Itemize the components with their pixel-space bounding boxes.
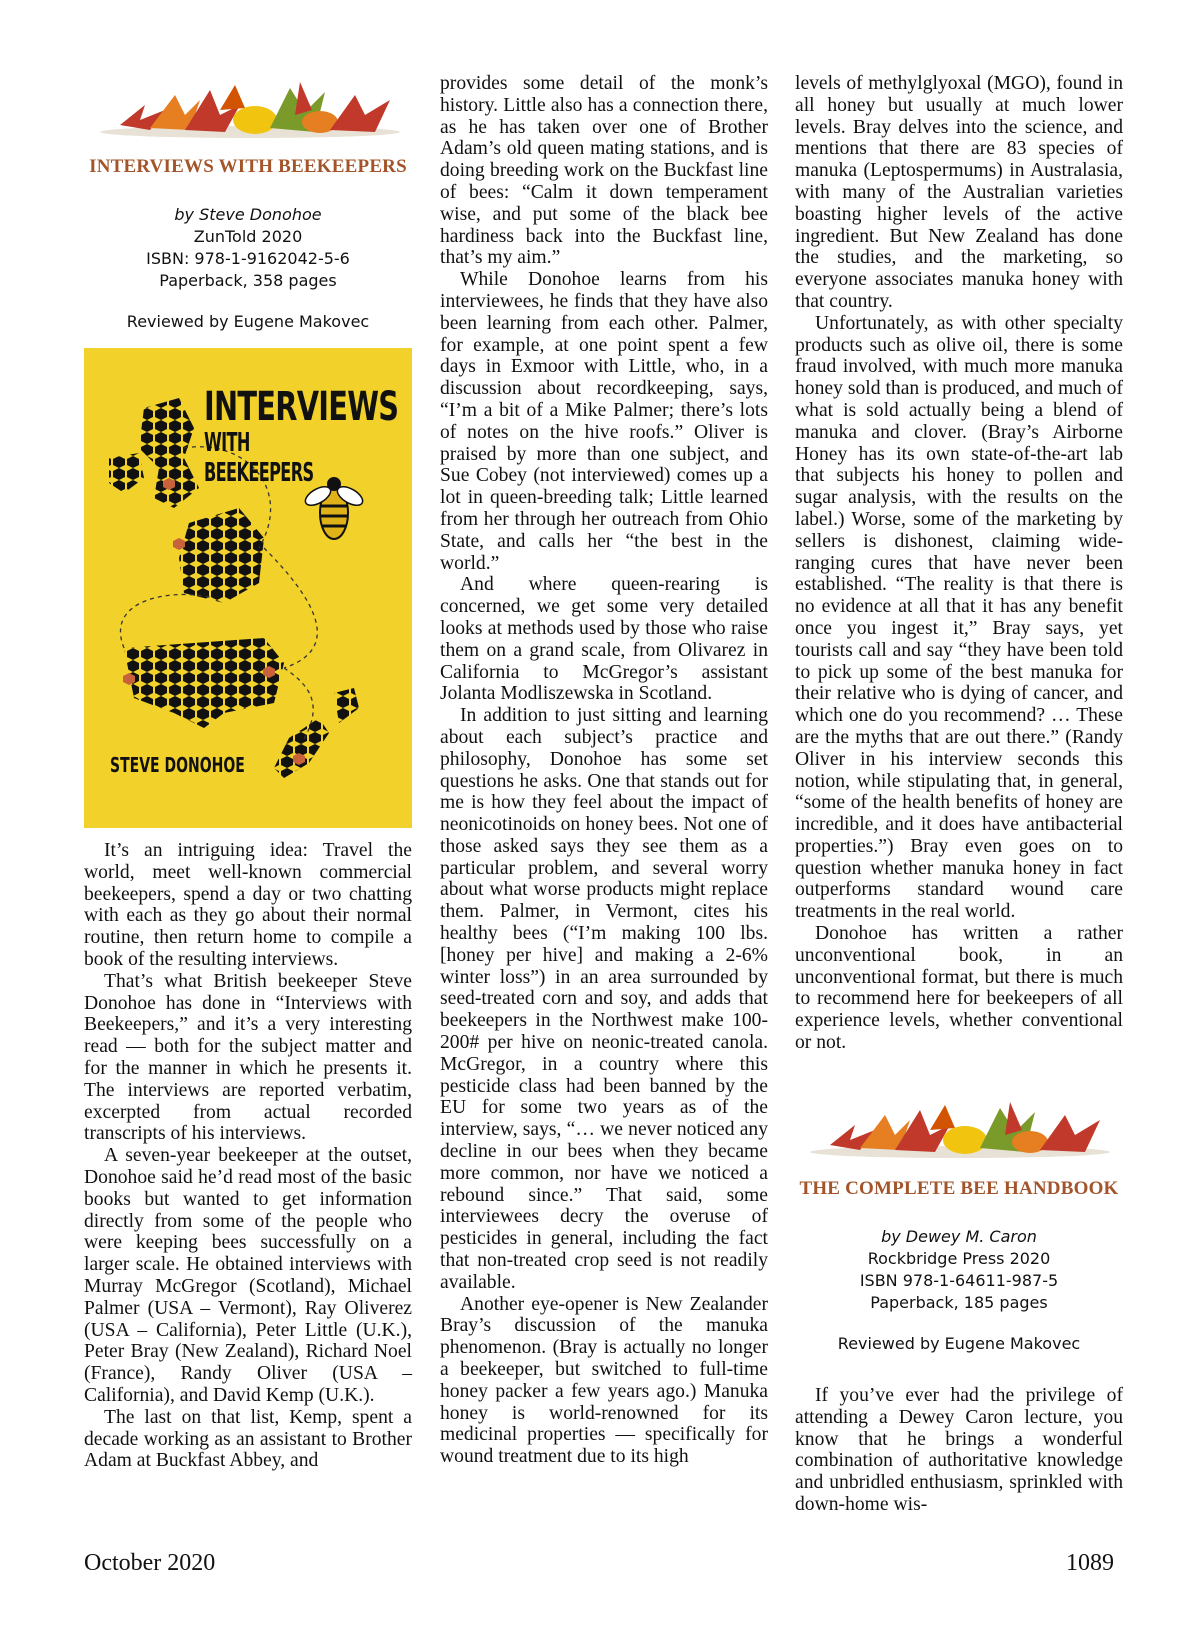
review2-format: Paperback, 185 pages bbox=[870, 1293, 1048, 1312]
footer-date: October 2020 bbox=[84, 1550, 216, 1576]
col2-paragraph: provides some detail of the monk’s history. Little also has a connection there, as he has taken over one of Brother Adam’s old queen mating stations, and is doing breeding work on the Buckfast line of bees: “Calm it down temperament wise, and put some of the black bee hardiness back into the Buckfast line, that’s my aim.” bbox=[440, 73, 768, 269]
col2-paragraph: In addition to just sitting and learning about each subject’s practice and philosophy, Donohoe has some set questions he asks. One that stands out for me is how they feel about the impact of neonicotinoids on honey bees. Not one of those asked says they see them as a particular problem, and several worry about what worse products might replace them. Palmer, in Vermont, cites his healthy bees (“I’m making 100 lbs. [honey per hive] and making a 2-6% winter loss”) in an area surrounded by seed-treated corn and soy, and adds that beekeepers in the Northwest make 100-200# per hive on neonic-treated canola. McGregor, in a country where this pesticide class had been banned by the EU for some two years as of the interview, says, “… we never noticed any decline in our bees when they became more common, nor have we noticed a rebound since.” That said, some interviewees decry the overuse of pesticides in general, including the fact that non-treated crop seed is not readily available. bbox=[440, 705, 768, 1293]
col1-paragraph: A seven-year beekeeper at the outset, Donohoe said he’d read most of the basic books but wanted to get information directly from some of the people who were keeping bees successfully on a larger scale. He obtained interviews with Murray McGregor (Scotland), Michael Palmer (USA – Vermont), Ray Oliverez (USA – California), Peter Little (U.K.), Peter Bray (New Zealand), Richard Noel (France), Randy Oliver (USA – California), and David Kemp (U.K.). bbox=[84, 1145, 412, 1406]
review2-reviewer: Reviewed by Eugene Makovec bbox=[837, 1334, 1081, 1353]
cover-nz-map bbox=[334, 688, 359, 723]
footer-page-number: 1089 bbox=[1066, 1550, 1114, 1576]
review1-format: Paperback, 358 pages bbox=[159, 271, 337, 290]
col2-paragraph: Another eye-opener is New Zealander Bray’s discussion of the manuka phenomenon. (Bray is actually no longer a beekeeper, but switched to full-time honey packer a few years ago.) Manuka honey is world-renowned for its medicinal properties — specifically for wound treatment due to its high bbox=[440, 1293, 768, 1468]
column-2-body bbox=[440, 73, 768, 1468]
review1-publisher: ZunTold 2020 bbox=[193, 227, 303, 246]
book-cover-image bbox=[84, 348, 412, 828]
column-3-body bbox=[795, 73, 1123, 1054]
col1-paragraph: That’s what British beekeeper Steve Donohoe has done in “Interviews with Beekeepers,” and it’s a very interesting read — both for the subject matter and for the manner in which he presents it. The interviews are reported verbatim, excerpted from actual recorded transcripts of his interviews. bbox=[84, 970, 412, 1145]
review2-author: by Dewey M. Caron bbox=[881, 1227, 1037, 1246]
col3-paragraph: Donohoe has written a rather unconventional book, in an unconventional format, but there is much to recommend here for beekeepers of all experience levels, whether conventional or not. bbox=[795, 923, 1123, 1054]
col3-paragraph: Unfortunately, as with other specialty products such as olive oil, there is some fraud involved, with much more manuka honey sold than is produced, and much of what is sold actually being a blend of manuka and clover. (Bray’s Airborne Honey has its own state-of-the-art lab that subjects his honey to pollen and sugar analysis, with the results on the label.) Worse, some of the marketing by sellers is dishonest, claiming wide-ranging cures that have never been established. “The reality is that there is no evidence at all that it has any benefit once you ingest it,” Bray says, yet tourists call and say “they have been told to pick up some of the best manuka for their relative who is dying of cancer, and which one do you recommend? … These are the myths that are out there.” (Randy Oliver in his interview seconds this notion, while stipulating that, in general, “some of the health benefits of honey are incredible, and it does have antibacterial properties.”) Bray even goes on to question whether manuka honey in fact outperforms standard wound care treatments in the real world. bbox=[795, 312, 1123, 923]
cover-author: STEVE DONOHOE bbox=[110, 753, 245, 777]
review2-publisher: Rockbridge Press 2020 bbox=[867, 1249, 1051, 1268]
column-1-body bbox=[84, 840, 412, 1472]
autumn-leaves-ornament bbox=[800, 1090, 1120, 1170]
review1-reviewer: Reviewed by Eugene Makovec bbox=[126, 312, 370, 331]
col1-paragraph: The last on that list, Kemp, spent a decade working as an assistant to Brother Adam at Buckfast Abbey, and bbox=[84, 1406, 412, 1472]
review2-body bbox=[795, 1385, 1123, 1516]
cover-france-map bbox=[179, 508, 264, 603]
col3-paragraph: levels of methylglyoxal (MGO), found in all honey but usually at much lower levels. Bray delves into the science, and mentions that there are 83 species of manuka (Leptospermums) in Australasia, with many of the Australian varieties boasting higher levels of the active ingredient. But New Zealand has done the studies, and the marketing, so everyone associates manuka honey with that country. bbox=[795, 73, 1123, 312]
review2-title: THE COMPLETE BEE HANDBOOK bbox=[799, 1178, 1119, 1199]
col2-paragraph: And where queen-rearing is concerned, we get some very detailed looks at methods used by those who raise them on a grand scale, from Olivarez in California to McGregor’s assistant Jolanta Modliszewska in Scotland. bbox=[440, 574, 768, 705]
review1-isbn: ISBN: 978-1-9162042-5-6 bbox=[146, 249, 350, 268]
cover-uk-map bbox=[139, 398, 199, 508]
review1-header bbox=[84, 156, 412, 331]
review2-header bbox=[795, 1178, 1123, 1353]
review1-author: by Steve Donohoe bbox=[174, 205, 322, 224]
col1-paragraph: It’s an intriguing idea: Travel the world, meet well-known commercial beekeepers, spend a day or two chatting with each as they go about their normal routine, then return home to compile a book of the resulting interviews. bbox=[84, 840, 412, 970]
col2-paragraph: While Donohoe learns from his interviewees, he finds that they have also been learning from each other. Palmer, for example, at one point spent a few days in Exmoor with Little, who, in a discussion about recordkeeping, says, “I’m a bit of a Mike Palmer; there’s lots of notes on the hive roofs.” Oliver is praised by more than one subject, and Sue Cobey (not interviewed) comes up a lot in queen-breeding talk; Little learned from her through her outreach from Ohio State, and calls her “the best in the world.” bbox=[440, 269, 768, 574]
autumn-leaves-ornament bbox=[90, 70, 410, 150]
review1-title: INTERVIEWS WITH BEEKEEPERS bbox=[89, 156, 407, 177]
review2-isbn: ISBN 978-1-64611-987-5 bbox=[859, 1271, 1059, 1290]
cover-usa-map bbox=[124, 638, 284, 728]
cover-title bbox=[204, 386, 404, 488]
review2-paragraph: If you’ve ever had the privilege of attending a Dewey Caron lecture, you know that he brings a wonderful combination of authoritative knowledge and unbridled enthusiasm, sprinkled with down-home wis- bbox=[795, 1385, 1123, 1515]
cover-title-line2: WITH BEEKEEPERS bbox=[204, 428, 314, 488]
cover-title-line1: INTERVIEWS bbox=[204, 384, 399, 430]
